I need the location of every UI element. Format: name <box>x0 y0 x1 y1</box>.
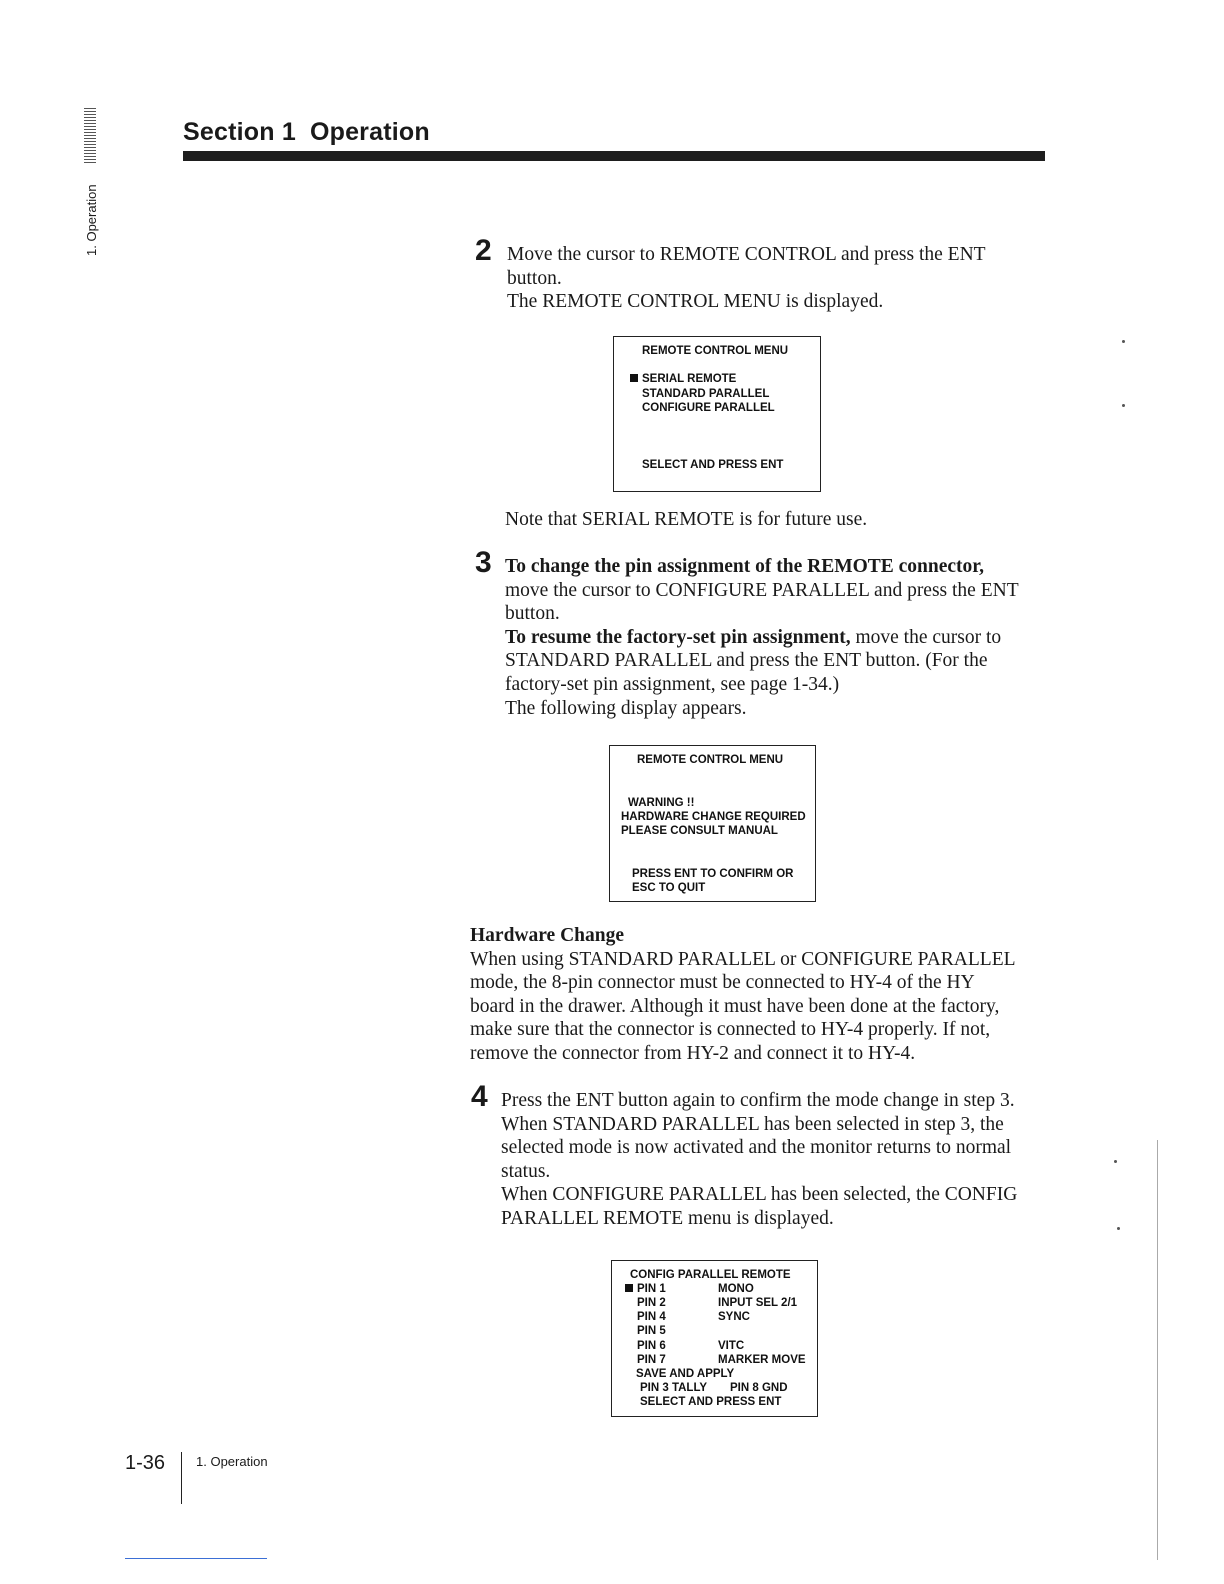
scan-speck <box>1122 340 1125 343</box>
step-2-text <box>507 243 1067 314</box>
step-3-line: move the cursor to <box>855 626 1002 648</box>
menu-footer: SELECT AND PRESS ENT <box>642 459 784 471</box>
hardware-line: mode, the 8-pin connector must be connected to HY-4 of the HY <box>470 972 975 994</box>
remote-control-menu-screen <box>613 336 821 492</box>
note-text: Note that SERIAL REMOTE is for future use. <box>505 509 868 530</box>
step-3-line: button. <box>505 603 560 625</box>
pin-func: MONO <box>718 1283 754 1295</box>
step-4-number: 4 <box>471 1080 488 1113</box>
header-rule <box>183 151 1045 161</box>
pin-label: PIN 6 <box>637 1340 666 1352</box>
step-2-line: button. <box>507 267 562 289</box>
hardware-line: board in the drawer. Although it must have been done at the factory, <box>470 995 1000 1017</box>
step-4-text <box>501 1089 1071 1231</box>
menu-title: REMOTE CONTROL MENU <box>642 345 789 357</box>
menu-item-standard-parallel: STANDARD PARALLEL <box>642 388 770 400</box>
pin-func: SYNC <box>718 1311 750 1323</box>
scan-speck <box>1114 1160 1117 1163</box>
fixed-pin-tally: PIN 3 TALLY <box>640 1382 708 1394</box>
footer-divider <box>181 1452 182 1504</box>
pin-label: PIN 2 <box>637 1297 666 1309</box>
hardware-change-section <box>470 924 1070 1066</box>
scan-edge-line <box>1157 1140 1158 1560</box>
step-4-line: selected mode is now activated and the monitor returns to normal <box>501 1137 1012 1159</box>
cursor-square-icon <box>630 374 638 382</box>
warning-label: WARNING !! <box>628 797 695 809</box>
step-3-line: factory-set pin assignment, see page 1-34.) <box>505 673 840 695</box>
step-4-line: Press the ENT button again to confirm the mode change in step 3. <box>501 1090 1015 1111</box>
menu-footer: SELECT AND PRESS ENT <box>640 1396 782 1408</box>
side-tab-text: 1. Operation <box>84 184 99 256</box>
side-tab-label <box>70 178 110 258</box>
section-title: Operation <box>309 118 430 146</box>
pin-label: PIN 4 <box>637 1311 666 1323</box>
step-4-line: When STANDARD PARALLEL has been selected in step 3, the <box>501 1113 1004 1135</box>
scan-speck <box>1122 404 1125 407</box>
step-4-line: PARALLEL REMOTE menu is displayed. <box>501 1207 834 1229</box>
fixed-pin-gnd: PIN 8 GND <box>730 1382 788 1394</box>
cursor-square-icon <box>625 1284 633 1292</box>
side-tab-marker <box>84 108 96 163</box>
pin-row-1: PIN 1 <box>625 1282 666 1296</box>
menu-item-configure-parallel: CONFIGURE PARALLEL <box>642 402 775 414</box>
step-3-bold-resume: To resume the factory-set pin assignment, <box>505 626 851 648</box>
hardware-change-heading: Hardware Change <box>470 925 625 946</box>
step-4-line: status. <box>501 1160 551 1182</box>
footer-blue-rule <box>125 1558 267 1559</box>
section-heading <box>183 118 430 147</box>
menu-title: CONFIG PARALLEL REMOTE <box>630 1269 791 1281</box>
pin-label: PIN 5 <box>637 1325 666 1337</box>
pin-func: MARKER MOVE <box>718 1354 806 1366</box>
step-3-line: move the cursor to CONFIGURE PARALLEL and press the ENT <box>505 579 1019 601</box>
step-3-line: STANDARD PARALLEL and press the ENT button. (For the <box>505 650 988 672</box>
pin-func: VITC <box>718 1340 745 1352</box>
confirm-line: PRESS ENT TO CONFIRM OR <box>632 868 794 880</box>
scan-speck <box>1117 1227 1120 1230</box>
warning-screen <box>609 745 816 902</box>
menu-item-serial-remote: SERIAL REMOTE <box>630 372 736 386</box>
step-2-number: 2 <box>475 234 492 267</box>
step-3-bold-lead: To change the pin assignment of the REMOTE connector, <box>505 556 985 577</box>
pin-func: INPUT SEL 2/1 <box>718 1297 798 1309</box>
step-2-line: Move the cursor to REMOTE CONTROL and press the ENT <box>507 244 986 265</box>
footer-section-label: 1. Operation <box>196 1454 268 1469</box>
hardware-line: When using STANDARD PARALLEL or CONFIGURE PARALLEL <box>470 948 1016 970</box>
quit-line: ESC TO QUIT <box>632 882 706 894</box>
step-3-line: The following display appears. <box>505 697 747 719</box>
save-and-apply: SAVE AND APPLY <box>636 1368 735 1380</box>
warning-line: HARDWARE CHANGE REQUIRED <box>621 811 806 823</box>
step-2-line: The REMOTE CONTROL MENU is displayed. <box>507 291 884 313</box>
hardware-line: remove the connector from HY-2 and connect it to HY-4. <box>470 1042 916 1064</box>
menu-title: REMOTE CONTROL MENU <box>637 754 784 766</box>
config-parallel-remote-screen <box>611 1260 818 1417</box>
warning-line: PLEASE CONSULT MANUAL <box>621 825 778 837</box>
section-number: Section 1 <box>183 118 296 146</box>
step-3-text <box>505 555 1065 720</box>
step-4-line: When CONFIGURE PARALLEL has been selected, the CONFIG <box>501 1184 1018 1206</box>
hardware-line: make sure that the connector is connected to HY-4 properly. If not, <box>470 1019 991 1041</box>
step-3-number: 3 <box>475 546 492 579</box>
page-number: 1-36 <box>125 1452 166 1474</box>
pin-label: PIN 7 <box>637 1354 666 1366</box>
